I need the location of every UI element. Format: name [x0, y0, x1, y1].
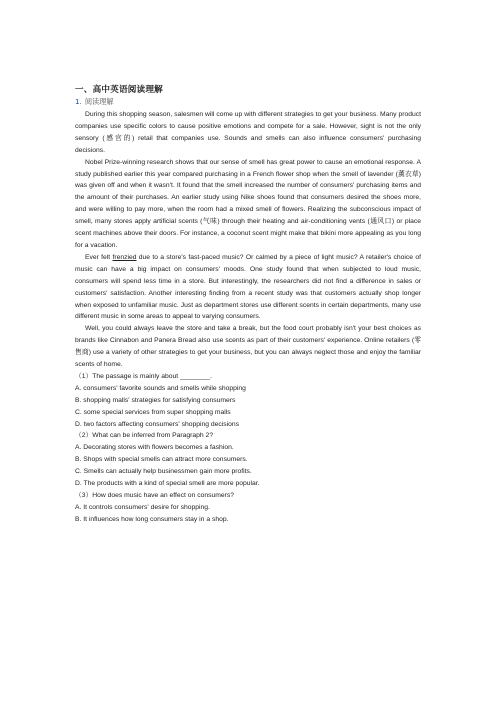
question-2-option-c: C. Smells can actually help businessmen gain more profits. — [75, 468, 252, 476]
question-3-option-b: B. It influences how long consumers stay in a shop. — [75, 515, 229, 523]
paragraph-1: During this shopping season, salesmen will come up with different strategies to get your business. Many product companies use specific colors to cause positive emotions and compete for a sale. However, sight is not the only sensory (感官的) retail that companies use. Sounds and smells can also influence consumers' purchasing decisions. — [75, 111, 421, 154]
question-2: （2）What can be inferred from Paragraph 2? — [75, 432, 214, 440]
paragraph-4: Well, you could always leave the store and take a break, but the food court probably isn't your best choices as brands like Cinnabon and Panera Bread also use scents as part of their customers' experience. Online retailers (零售商) use a variety of other strategies to get your business, but you can always neglect those and enjoy the familiar scents of home. — [75, 325, 421, 369]
question-3-option-a: A. It controls consumers' desire for shopping. — [75, 503, 210, 511]
section-heading: 一、高中英语阅读理解 — [75, 85, 163, 95]
paragraph-3-rest: due to a store's fast-paced music? Or calmed by a piece of light music? A retailer's choice of music can have a big impact on consumers' moods. One study found that when subjected to loud music, consumers will spend less time in a store. But interestingly, the researchers did not find a difference in sales or customers' satisfaction. Another interesting finding from a recent study was that customers actually shop longer when exposed to unfamiliar music. Just as department stores use different scents in certain departments, many use different music in some areas to appeal to varying consumers. — [75, 253, 421, 321]
question-2-option-a: A. Decorating stores with flowers becomes a fashion. — [75, 444, 234, 452]
paragraph-3-start: Ever felt — [85, 253, 113, 261]
question-2-option-b: B. Shops with special smells can attract more consumers. — [75, 456, 248, 464]
question-3: （3）How does music have an effect on consumers? — [75, 492, 234, 499]
subsection-title: 阅读理解 — [84, 97, 114, 106]
question-1-option-c: C. some special services from super shopping malls — [75, 408, 231, 416]
question-1-option-d: D. two factors affecting consumers' shopping decisions — [75, 420, 239, 428]
question-2-option-d: D. The products with a kind of special smell are more popular. — [75, 480, 260, 488]
underlined-word: frenzied — [112, 253, 137, 261]
subsection-number: 1. — [75, 97, 82, 106]
question-1: （1）The passage is mainly about ________. — [75, 372, 212, 380]
document-content — [75, 85, 421, 526]
paragraph-3 — [75, 252, 421, 323]
subsection-heading — [75, 97, 421, 107]
question-1-option-a: A. consumers' favorite sounds and smells while shopping — [75, 384, 246, 392]
paragraph-2: Nobel Prize-winning research shows that our sense of smell has great power to cause an emotional response. A study published earlier this year compared purchasing in a French flower shop when the smell of lavender (薰衣草) was given off and when it wasn't. It found that the smell increased the number of consumers' purchasing items and the amount of their purchases. An earlier study using Nike shoes found that consumers desired the shoes more, and were willing to pay more, when the room had a mixed smell of flowers. Realizing the subconscious impact of smell, many stores apply artificial scents (气味) through their heating and air-conditioning vents (通风口) or place scent machines above their doors. For instance, a coconut scent might make that bikini more appealing as you long for a vacation. — [75, 158, 421, 249]
question-1-option-b: B. shopping malls' strategies for satisfying consumers — [75, 396, 236, 404]
